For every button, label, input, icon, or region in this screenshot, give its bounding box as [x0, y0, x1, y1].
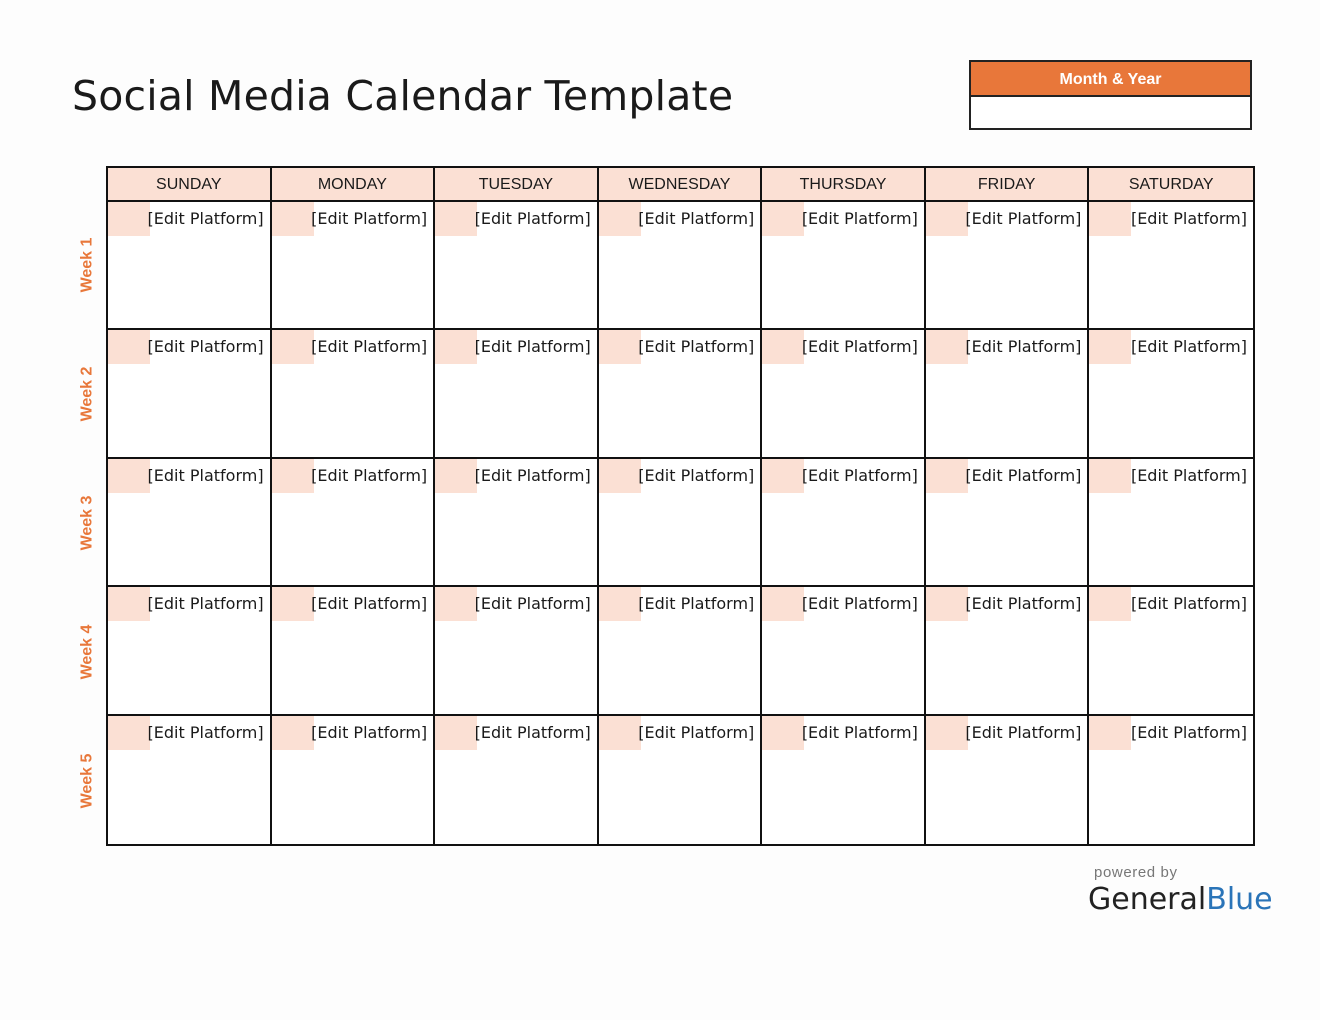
calendar-cell[interactable] — [272, 330, 436, 458]
calendar-cell[interactable] — [926, 587, 1090, 715]
edit-platform-label[interactable]: [Edit Platform] — [638, 337, 755, 357]
month-year-box — [969, 60, 1252, 130]
date-box[interactable] — [599, 202, 641, 236]
day-header-monday: MONDAY — [272, 168, 436, 202]
date-box[interactable] — [108, 587, 150, 621]
date-box[interactable] — [926, 587, 968, 621]
date-box[interactable] — [1089, 716, 1131, 750]
date-box[interactable] — [272, 716, 314, 750]
date-box[interactable] — [762, 716, 804, 750]
calendar-cell[interactable] — [108, 330, 272, 458]
date-box[interactable] — [108, 459, 150, 493]
calendar-cell[interactable] — [435, 330, 599, 458]
edit-platform-label[interactable]: [Edit Platform] — [474, 337, 591, 357]
calendar-cell[interactable] — [435, 716, 599, 844]
edit-platform-label[interactable]: [Edit Platform] — [638, 722, 755, 742]
date-box[interactable] — [926, 459, 968, 493]
calendar-cell[interactable] — [272, 587, 436, 715]
calendar-cell[interactable] — [926, 459, 1090, 587]
calendar-cell[interactable] — [272, 202, 436, 330]
date-box[interactable] — [599, 459, 641, 493]
day-header-friday: FRIDAY — [926, 168, 1090, 202]
edit-platform-label[interactable]: [Edit Platform] — [311, 722, 428, 742]
edit-platform-label[interactable]: [Edit Platform] — [801, 337, 918, 357]
edit-platform-label[interactable]: [Edit Platform] — [1130, 465, 1247, 485]
day-header-wednesday: WEDNESDAY — [599, 168, 763, 202]
edit-platform-label[interactable]: [Edit Platform] — [801, 594, 918, 614]
day-header-thursday: THURSDAY — [762, 168, 926, 202]
edit-platform-label[interactable]: [Edit Platform] — [1130, 337, 1247, 357]
edit-platform-label[interactable]: [Edit Platform] — [474, 594, 591, 614]
date-box[interactable] — [762, 587, 804, 621]
month-year-label: Month & Year — [971, 62, 1250, 97]
date-box[interactable] — [926, 330, 968, 364]
calendar-cell[interactable] — [435, 587, 599, 715]
date-box[interactable] — [762, 330, 804, 364]
week-label-text: Week 5 — [78, 753, 96, 809]
calendar-cell[interactable] — [926, 202, 1090, 330]
week-label — [70, 717, 104, 846]
calendar-cell[interactable] — [1089, 330, 1253, 458]
calendar-cell[interactable] — [1089, 716, 1253, 844]
date-box[interactable] — [108, 716, 150, 750]
date-box[interactable] — [762, 459, 804, 493]
week-label-text: Week 1 — [78, 237, 96, 293]
day-header-sunday: SUNDAY — [108, 168, 272, 202]
edit-platform-label[interactable]: [Edit Platform] — [1130, 594, 1247, 614]
edit-platform-label[interactable]: [Edit Platform] — [311, 465, 428, 485]
calendar-cell[interactable] — [108, 716, 272, 844]
day-header-saturday: SATURDAY — [1089, 168, 1253, 202]
week-label — [70, 329, 104, 458]
edit-platform-label[interactable]: [Edit Platform] — [147, 594, 264, 614]
calendar-cell[interactable] — [272, 716, 436, 844]
date-box[interactable] — [926, 716, 968, 750]
calendar-cell[interactable] — [108, 587, 272, 715]
edit-platform-label[interactable]: [Edit Platform] — [474, 209, 591, 228]
date-box[interactable] — [1089, 330, 1131, 364]
edit-platform-label[interactable]: [Edit Platform] — [474, 722, 591, 742]
calendar-cell[interactable] — [762, 202, 926, 330]
edit-platform-label[interactable]: [Edit Platform] — [638, 465, 755, 485]
date-box[interactable] — [435, 716, 477, 750]
brand-general: General — [1088, 882, 1207, 917]
calendar-cell[interactable] — [435, 459, 599, 587]
date-box[interactable] — [272, 202, 314, 236]
calendar-cell[interactable] — [599, 459, 763, 587]
month-year-field[interactable] — [971, 97, 1250, 128]
powered-by-text: powered by — [1094, 864, 1178, 881]
date-box[interactable] — [599, 587, 641, 621]
edit-platform-label[interactable]: [Edit Platform] — [147, 209, 264, 228]
edit-platform-label[interactable]: [Edit Platform] — [311, 337, 428, 357]
edit-platform-label[interactable]: [Edit Platform] — [965, 465, 1082, 485]
edit-platform-label[interactable]: [Edit Platform] — [1130, 209, 1247, 228]
date-box[interactable] — [926, 202, 968, 236]
calendar-cell[interactable] — [1089, 459, 1253, 587]
date-box[interactable] — [108, 202, 150, 236]
edit-platform-label[interactable]: [Edit Platform] — [147, 465, 264, 485]
edit-platform-label[interactable]: [Edit Platform] — [1130, 722, 1247, 742]
edit-platform-label[interactable]: [Edit Platform] — [801, 209, 918, 228]
calendar-cell[interactable] — [599, 587, 763, 715]
date-box[interactable] — [272, 330, 314, 364]
date-box[interactable] — [435, 330, 477, 364]
week-label — [70, 200, 104, 329]
edit-platform-label[interactable]: [Edit Platform] — [311, 209, 428, 228]
week-label-text: Week 3 — [78, 495, 96, 551]
edit-platform-label[interactable]: [Edit Platform] — [147, 337, 264, 357]
edit-platform-label[interactable]: [Edit Platform] — [801, 722, 918, 742]
date-box[interactable] — [435, 587, 477, 621]
day-header-tuesday: TUESDAY — [435, 168, 599, 202]
edit-platform-label[interactable]: [Edit Platform] — [311, 594, 428, 614]
edit-platform-label[interactable]: [Edit Platform] — [965, 209, 1082, 228]
week-label-text: Week 2 — [78, 366, 96, 422]
date-box[interactable] — [1089, 587, 1131, 621]
calendar-cell[interactable] — [762, 330, 926, 458]
date-box[interactable] — [1089, 202, 1131, 236]
calendar-cell[interactable] — [435, 202, 599, 330]
calendar-cell[interactable] — [272, 459, 436, 587]
calendar-cell[interactable] — [599, 202, 763, 330]
edit-platform-label[interactable]: [Edit Platform] — [638, 209, 755, 228]
edit-platform-label[interactable]: [Edit Platform] — [147, 722, 264, 742]
date-box[interactable] — [1089, 459, 1131, 493]
calendar-cell[interactable] — [762, 716, 926, 844]
brand-blue: Blue — [1206, 882, 1273, 917]
edit-platform-label[interactable]: [Edit Platform] — [801, 465, 918, 485]
calendar-cell[interactable] — [1089, 202, 1253, 330]
page-title: Social Media Calendar Template — [72, 72, 734, 120]
date-box[interactable] — [762, 202, 804, 236]
calendar-cell[interactable] — [762, 459, 926, 587]
calendar-cell[interactable] — [108, 202, 272, 330]
week-label-text: Week 4 — [78, 624, 96, 680]
date-box[interactable] — [435, 459, 477, 493]
generalblue-logo[interactable] — [1088, 882, 1273, 917]
calendar-cell[interactable] — [926, 330, 1090, 458]
date-box[interactable] — [272, 587, 314, 621]
edit-platform-label[interactable]: [Edit Platform] — [474, 465, 591, 485]
calendar-cell[interactable] — [926, 716, 1090, 844]
date-box[interactable] — [272, 459, 314, 493]
edit-platform-label[interactable]: [Edit Platform] — [965, 594, 1082, 614]
calendar-cell[interactable] — [108, 459, 272, 587]
calendar-cell[interactable] — [599, 330, 763, 458]
week-label — [70, 588, 104, 717]
week-label — [70, 458, 104, 587]
edit-platform-label[interactable]: [Edit Platform] — [965, 722, 1082, 742]
edit-platform-label[interactable]: [Edit Platform] — [965, 337, 1082, 357]
date-box[interactable] — [108, 330, 150, 364]
date-box[interactable] — [435, 202, 477, 236]
calendar-cell[interactable] — [599, 716, 763, 844]
date-box[interactable] — [599, 330, 641, 364]
edit-platform-label[interactable]: [Edit Platform] — [638, 594, 755, 614]
date-box[interactable] — [599, 716, 641, 750]
calendar-cell[interactable] — [762, 587, 926, 715]
calendar-grid — [106, 166, 1255, 846]
calendar-cell[interactable] — [1089, 587, 1253, 715]
